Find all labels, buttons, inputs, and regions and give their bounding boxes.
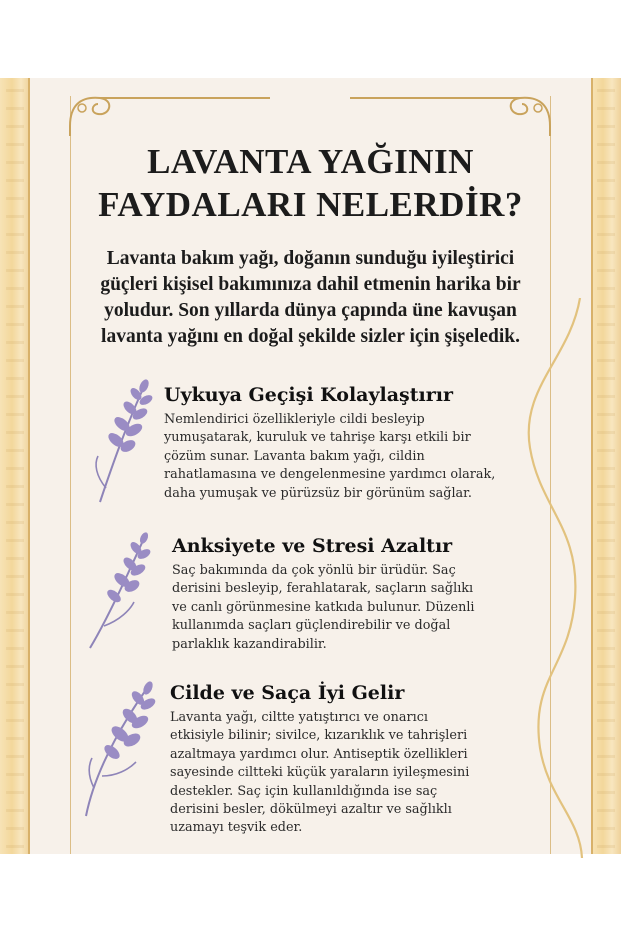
lavender-sprig-icon (92, 376, 154, 506)
ornament-corner-icon (60, 86, 560, 136)
section-line: ve canlı görünmesine katkıda bulunur. Düzenli (172, 599, 475, 615)
lavender-sprig-icon (86, 528, 152, 653)
section-line: uzamayı teşvik eder. (170, 820, 303, 836)
wave-line-icon (510, 298, 590, 858)
section-line: azaltmaya yardımcı olur. Antiseptik özellikleri (170, 746, 468, 762)
intro-line: Lavanta bakım yağı, doğanın sunduğu iyileştirici (106, 248, 515, 269)
benefit-section-anxiety (172, 534, 475, 654)
section-line: etkisiyle bilinir; sivilce, kızarıklık ve tahrişleri (170, 728, 468, 744)
section-line: daha yumuşak ve pürüzsüz bir görünüm sağlar. (164, 485, 472, 501)
title-line-1: LAVANTA YAĞININ (147, 142, 474, 181)
benefit-section-skin-hair (170, 681, 469, 838)
section-line: Nemlendirici özellikleriyle cildi besleyip (164, 412, 425, 427)
section-line: derisini besleyip, ferahlatarak, saçların sağlıkı (172, 581, 474, 597)
section-line: yumuşatarak, kuruluk ve tahrişe karşı etkili bir (164, 430, 471, 446)
section-line: sayesinde ciltteki küçük yaraların iyileşmesini (170, 765, 470, 781)
section-body (170, 709, 469, 838)
section-heading: Cilde ve Saça İyi Gelir (170, 682, 405, 704)
section-body (172, 562, 475, 654)
benefit-section-sleep (164, 383, 495, 503)
section-line: kullanımda saçları güçlendirebilir ve doğal (172, 618, 451, 634)
intro-paragraph (80, 246, 541, 350)
infographic-card (0, 78, 621, 854)
intro-line: lavanta yağını en doğal şekilde sizler için şişeledik. (101, 326, 520, 347)
intro-line: güçleri kişisel bakımınıza dahil etmenin harika bir (100, 274, 521, 295)
lavender-sprig-icon (80, 676, 156, 821)
section-line: çözüm sunar. Lavanta bakım yağı, cildin (164, 448, 425, 464)
section-line: derisini besler, dökülmeyi azaltır ve sağlıklı (170, 802, 452, 818)
section-line: destekler. Saç için kullanıldığında ise saç (170, 783, 438, 799)
section-line: rahatlamasına ve dengelenmesine yardımcı olarak, (164, 467, 496, 483)
section-body (164, 411, 495, 503)
intro-line: yoludur. Son yıllarda dünya çapında üne kavuşan (104, 300, 517, 321)
title-line-2: FAYDALARI NELERDİR? (98, 185, 523, 224)
section-line: Lavanta yağı, ciltte yatıştırıcı ve onarıcı (170, 710, 428, 725)
page-title (0, 140, 621, 226)
section-line: parlaklık kazandirabilir. (172, 636, 327, 652)
section-heading: Anksiyete ve Stresi Azaltır (172, 535, 453, 557)
section-line: Saç bakımında da çok yönlü bir ürüdür. Saç (172, 563, 456, 578)
section-heading: Uykuya Geçişi Kolaylaştırır (164, 384, 453, 406)
